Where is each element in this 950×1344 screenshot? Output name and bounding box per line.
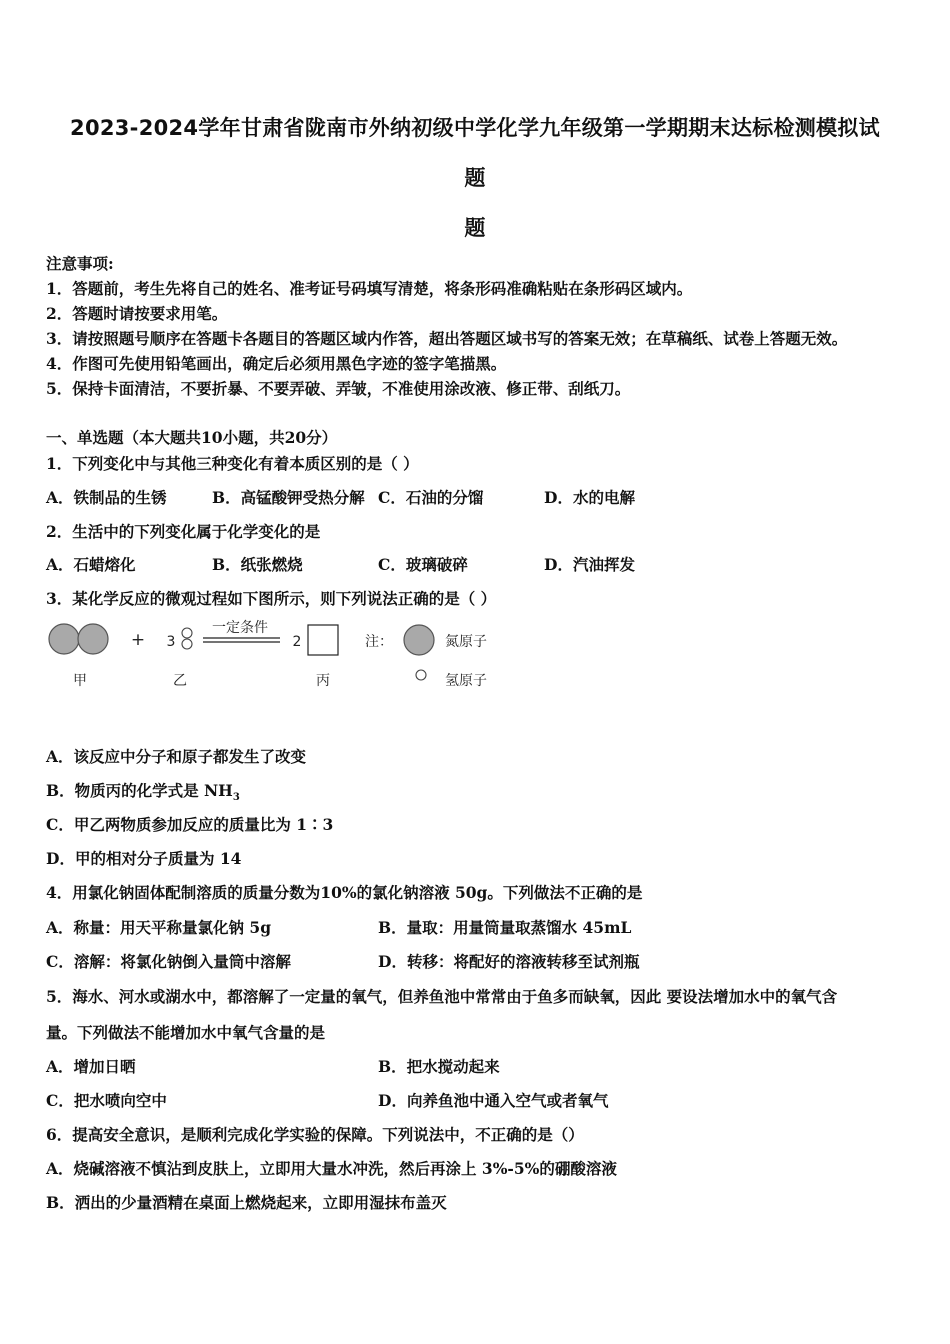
question-3-option-b-text: B．物质丙的化学式是 NH [46, 781, 233, 800]
question-2-option-a: A．石蜡熔化 [46, 555, 136, 574]
question-3-stem: 3．某化学反应的微观过程如下图所示，则下列说法正确的是（ ） [46, 589, 497, 608]
question-4-option-c: C．溶解：将氯化钠倒入量筒中溶解 [46, 952, 291, 971]
question-4-stem: 4．用氯化钠固体配制溶质的质量分数为10%的氯化钠溶液 50g。下列做法不正确的是 [46, 883, 643, 902]
question-4-option-b: B．量取：用量筒量取蒸馏水 45mL [378, 918, 632, 937]
notes-heading: 注意事项: [46, 254, 114, 273]
nitrogen-atom [49, 624, 79, 654]
question-2-stem: 2．生活中的下列变化属于化学变化的是 [46, 522, 321, 541]
question-5-option-d: D．向养鱼池中通入空气或者氧气 [378, 1091, 609, 1110]
note-item: 4．作图可先使用铅笔画出，确定后必须用黑色字迹的签字笔描黑。 [46, 354, 507, 373]
question-4-option-a: A．称量：用天平称量氯化钠 5g [46, 918, 272, 937]
nitrogen-atom [78, 624, 108, 654]
note-item: 2．答题时请按要求用笔。 [46, 304, 228, 323]
question-1-option-c: C．石油的分馏 [378, 488, 484, 507]
question-1-option-d: D．水的电解 [544, 488, 635, 507]
question-3-option-b [46, 779, 240, 803]
coefficient-b: 3 [166, 634, 176, 650]
reaction-condition: 一定条件 [212, 620, 268, 636]
question-5-option-a: A．增加日晒 [46, 1057, 136, 1076]
question-5-option-b: B．把水搅动起来 [378, 1057, 500, 1076]
hydrogen-atom [182, 639, 192, 649]
exam-title-line-3: 题 [464, 216, 486, 240]
note-item: 3．请按照题号顺序在答题卡各题目的答题区域内作答，超出答题区域书写的答案无效；在草稿纸、试卷上答题无效。 [46, 329, 848, 348]
note-item: 1．答题前，考生先将自己的姓名、准考证号码填写清楚，将条形码准确粘贴在条形码区域内。 [46, 279, 693, 298]
question-2-option-d: D．汽油挥发 [544, 555, 635, 574]
label-bing: 丙 [316, 673, 330, 689]
legend-hydrogen-atom [416, 670, 426, 680]
hydrogen-atom [182, 628, 192, 638]
question-6-option-b: B．洒出的少量酒精在桌面上燃烧起来，立即用湿抹布盖灭 [46, 1193, 447, 1212]
legend-note: 注： [365, 634, 393, 650]
product-box [308, 625, 338, 655]
note-item: 5．保持卡面清洁，不要折暴、不要弄破、弄皱，不准使用涂改液、修正带、刮纸刀。 [46, 379, 631, 398]
label-yi: 乙 [173, 673, 187, 689]
exam-title-line-2: 题 [464, 166, 486, 190]
question-3-option-c: C．甲乙两物质参加反应的质量比为 1∶3 [46, 815, 334, 834]
plus-sign: + [130, 630, 146, 650]
question-2-option-b: B．纸张燃烧 [212, 555, 303, 574]
question-1-option-a: A．铁制品的生锈 [46, 488, 167, 507]
exam-title-line-1: 2023-2024学年甘肃省陇南市外纳初级中学化学九年级第一学期期末达标检测模拟试 [70, 116, 880, 140]
reaction-diagram [40, 612, 520, 702]
question-4-option-d: D．转移：将配好的溶液转移至试剂瓶 [378, 952, 640, 971]
question-6-stem: 6．提高安全意识，是顺利完成化学实验的保障。下列说法中，不正确的是（） [46, 1125, 584, 1144]
question-5-option-c: C．把水喷向空中 [46, 1091, 167, 1110]
question-1-option-b: B．高锰酸钾受热分解 [212, 488, 365, 507]
legend-hydrogen-label: 氢原子 [445, 673, 487, 689]
coefficient-c: 2 [292, 634, 302, 650]
legend-nitrogen-atom [404, 625, 434, 655]
section-heading: 一、单选题（本大题共10小题，共20分） [46, 428, 338, 447]
label-jia: 甲 [73, 673, 87, 689]
question-1-stem: 1．下列变化中与其他三种变化有着本质区别的是（ ） [46, 454, 419, 473]
question-2-option-c: C．玻璃破碎 [378, 555, 468, 574]
question-3-option-a: A．该反应中分子和原子都发生了改变 [46, 747, 307, 766]
question-5-stem-line-2: 量。下列做法不能增加水中氧气含量的是 [46, 1023, 326, 1042]
question-6-option-a: A．烧碱溶液不慎沾到皮肤上，立即用大量水冲洗，然后再涂上 3%-5%的硼酸溶液 [46, 1159, 617, 1178]
question-5-stem-line-1: 5．海水、河水或湖水中，都溶解了一定量的氧气，但养鱼池中常常由于鱼多而缺氧，因此 要设法增加水中的氧气含 [46, 987, 838, 1006]
reaction-diagram-svg [40, 612, 520, 702]
legend-nitrogen-label: 氮原子 [445, 634, 487, 650]
question-3-option-d: D．甲的相对分子质量为 14 [46, 849, 242, 868]
question-3-option-b-subscript: 3 [232, 792, 240, 804]
